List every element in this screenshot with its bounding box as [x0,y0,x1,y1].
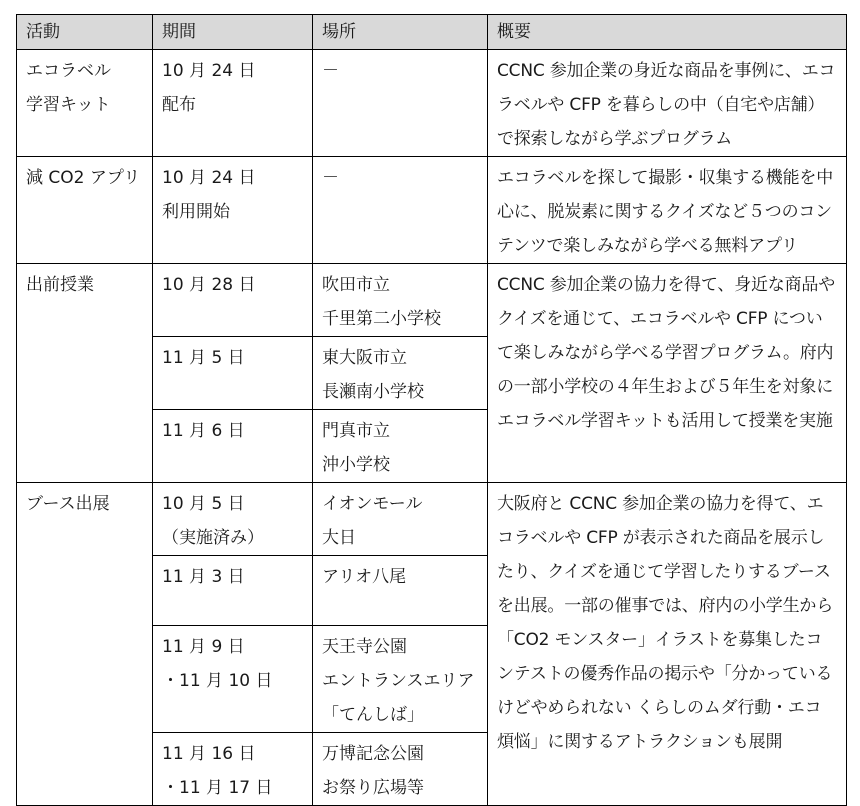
activity-cell [17,264,153,483]
cell-line: 10 月 24 日 [162,168,256,188]
summary-cell: 大阪府と CCNC 参加企業の協力を得て、エコラベルや CFP が表示された商品を展示したり、クイズを通じて学習したりするブースを出展。一部の催事では、府内の小学生から「CO2 モンスター」イラストを募集したコンテストの優秀作品の掲示や「分かっているけどやめられない くらしのムダ行動・エコ煩悩」に関するアトラクションも展開 [488,483,847,806]
place-cell [313,157,488,264]
cell-line: 「てんしば」 [322,705,424,725]
period-cell [153,483,313,556]
cell-line: 11 月 3 日 [162,567,245,587]
cell-line: 長瀬南小学校 [322,382,424,402]
cell-line: 天王寺公園 [322,637,407,657]
cell-line: イオンモール [322,494,423,514]
activity-cell [17,50,153,157]
table-row [17,264,847,337]
header-row [17,15,847,50]
cell-line: 千里第二小学校 [322,309,441,329]
place-cell [313,337,488,410]
cell-line: お祭り広場等 [322,778,424,798]
cell-line: 利用開始 [162,202,230,222]
period-cell [153,50,313,157]
cell-line: アリオ八尾 [322,567,407,587]
cell-line: 東大阪市立 [322,348,407,368]
period-cell [153,733,313,806]
table-body [17,50,847,806]
activity-cell [17,157,153,264]
cell-line: 11 月 5 日 [162,348,245,368]
table-row [17,157,847,264]
period-cell [153,410,313,483]
cell-line: － [322,61,339,81]
cell-line: 出前授業 [26,275,94,295]
table-row [17,483,847,556]
activity-table [16,14,847,806]
cell-line: ・11 月 17 日 [162,778,273,798]
place-cell [313,50,488,157]
cell-line: エコラベル [26,61,111,81]
header-place: 場所 [313,15,488,50]
cell-line: 配布 [162,95,196,115]
cell-line: 11 月 16 日 [162,744,256,764]
cell-line: 門真市立 [322,421,390,441]
summary-cell: CCNC 参加企業の身近な商品を事例に、エコラベルや CFP を暮らしの中（自宅や店舗）で探索しながら学ぶプログラム [488,50,847,157]
cell-line: ブース出展 [26,494,110,514]
place-cell [313,626,488,733]
period-cell [153,337,313,410]
cell-line: 減 CO2 アプリ [26,168,141,188]
cell-line: 吹田市立 [322,275,390,295]
activity-cell [17,483,153,806]
period-cell [153,264,313,337]
cell-line: 学習キット [26,95,111,115]
period-cell [153,626,313,733]
place-cell [313,556,488,626]
cell-line: （実施済み） [162,528,264,548]
cell-line: 万博記念公園 [322,744,424,764]
header-activity: 活動 [17,15,153,50]
header-period: 期間 [153,15,313,50]
cell-line: エントランスエリア [322,671,475,691]
period-cell [153,157,313,264]
place-cell [313,264,488,337]
place-cell [313,483,488,556]
cell-line: 10 月 5 日 [162,494,245,514]
cell-line: 11 月 9 日 [162,637,245,657]
cell-line: 10 月 24 日 [162,61,256,81]
table-row [17,50,847,157]
cell-line: 沖小学校 [322,455,390,475]
period-cell [153,556,313,626]
header-summary: 概要 [488,15,847,50]
cell-line: 11 月 6 日 [162,421,245,441]
cell-line: － [322,168,339,188]
cell-line: 大日 [322,528,356,548]
summary-cell: エコラベルを探して撮影・収集する機能を中心に、脱炭素に関するクイズなど５つのコンテンツで楽しみながら学べる無料アプリ [488,157,847,264]
summary-cell: CCNC 参加企業の協力を得て、身近な商品やクイズを通じて、エコラベルや CFP について楽しみながら学べる学習プログラム。府内の一部小学校の４年生および５年生を対象にエコラベル学習キットも活用して授業を実施 [488,264,847,483]
cell-line: 10 月 28 日 [162,275,256,295]
place-cell [313,733,488,806]
cell-line: ・11 月 10 日 [162,671,273,691]
place-cell [313,410,488,483]
